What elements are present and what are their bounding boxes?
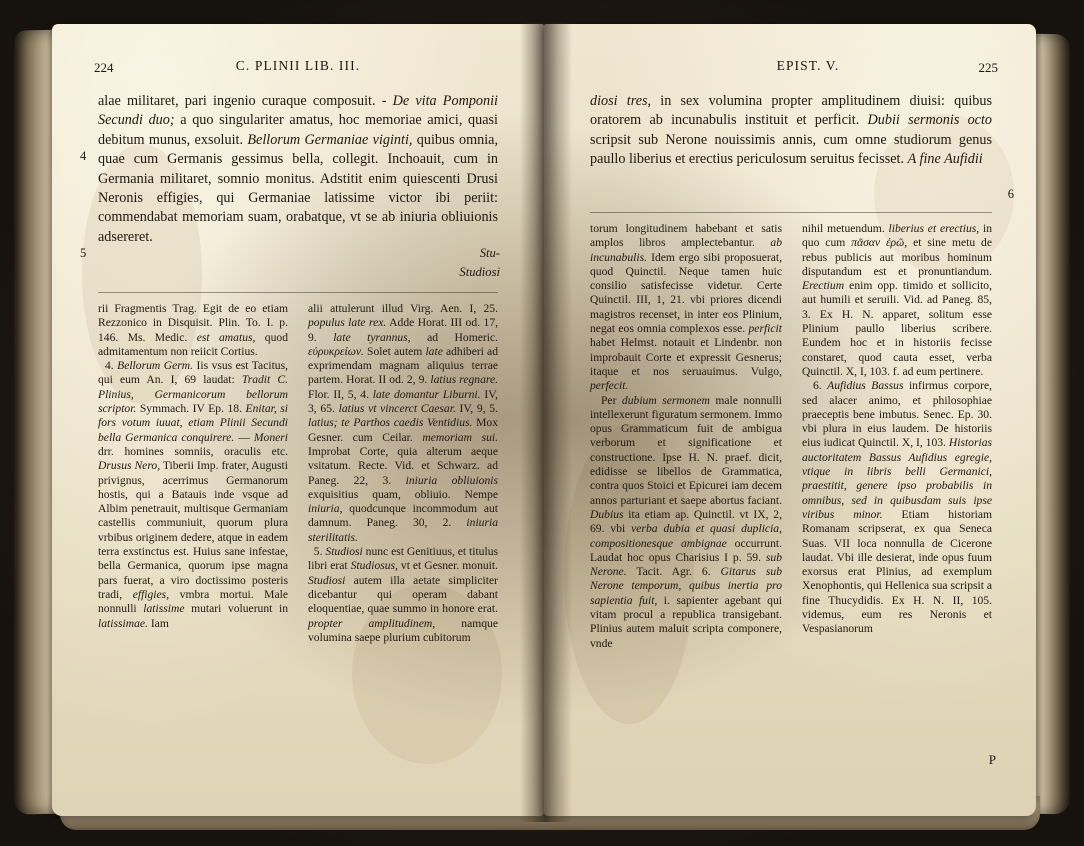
right-notes-column-1: torum longitudinem habebant et satis amplos libros amplectebantur. ab incunabulis. Idem ergo sibi proposuerat, quod Quinctil. Neque tamen huic consilio satisfecisse videtur. Certe Quinctil. III, 1, 21. vbi priores dicendi magistros recenset, in inter eos Plinium, negat eos omnia complexos esse. perficit habet Helmst. notauit et Lindenbr. non improbauit Corte et expressit Gesnerus; itaque et nos seruauimus. Vulgo, perfecit. Per dubium sermonem male nonnulli intellexerunt figuratum sermonem. Immo opus Grammaticum fuit de ambigua verborum et significatione et constructione. Ipse H. N. praef. dicit, edidisse se libellos de Grammatica, contra quos Stoici et Epicurei iam decem annos parturiant et saepe abortus faciant. Dubius ita etiam ap. Quinctil. vt IX, 2, 69. vbi verba dubia et quasi duplicia, compositionesque ambignae occurrunt. Laudat hoc opus Charisius I p. 59. sub Nerone. Tacit. Agr. 6. Gitarus sub Nerone temporum, quibus inertia pro sapientia fuit, i. sapienter agebant qui vitam procul a republica transigebant. Plinius autem maluit scripta componere, vnde (590, 222, 782, 650)
running-head-right: EPIST. V. (776, 58, 840, 73)
signature-mark: P (988, 752, 996, 767)
left-page-body (52, 24, 544, 816)
catchword-studiosi-1: Stu- (479, 246, 500, 260)
right-notes-column-2: nihil metuendum. liberius et erectius, in quo cum πᾶσαν ἐρῶ, et sine metu de rebus publicis aut moribus hominum disputandum est et pronuntiandum. Erectium enim opp. timido et sollicito, aut humili et seruili. Vid. ad Paneg. 85, 3. Ex H. N. apparet, solitum esse Plinium paullo liberius scribere. Eundem hoc et in historiis fecisse constaret, quod cauta esset, verba Quinctil. X, I, 103. f. ad eum pertinere. 6. Aufidius Bassus infirmus corpore, sed alacer animo, et philosophiae praeceptis bene imbutus. Senec. Ep. 30. vbi plura in eius laudem. De historiis eius iudicat Quinctil. X, I, 103. Historias auctoritatem Bassus Aufidius egregie, vtique in libris belli Germanici, praestitit, genere ipso probabilis in omnibus, sed in quibusdam suis ipse viribus minor. Etiam historiam Romanam scripserat, ex qua Seneca Suas. VII loca nonnulla de Cicerone laudat. Vbi ille desierat, inde opus fuum exorsus erat Plinius, ad exemplum Xenophontis, qui Hellenica sua scripsit a fine Thucydidis. Ex H. N. II, 105. videmus, eum res Neronis et Vespasianorum (802, 222, 993, 636)
marginal-note-6: 6 (1007, 187, 1014, 201)
right-page (544, 24, 1036, 816)
divider-rule-right (590, 212, 992, 213)
marginal-note-4: 4 (80, 149, 87, 163)
folio-number-left: 224 (94, 60, 114, 75)
right-main-text: diosi tres, in sex volumina propter amplitudinem diuisi: quibus oratorem ab incunabulis instituit et perficit. Dubii sermonis octo scripsit sub Nerone nouissimis annis, cum omne studiorum genus paullo liberius et erectius periculosum seruitus fecisset. A fine Aufidii (590, 93, 992, 168)
left-page (52, 24, 544, 816)
divider-rule-left (98, 292, 498, 293)
marginal-note-5: 5 (80, 246, 87, 260)
left-main-text: alae militaret, pari ingenio curaque composuit. - De vita Pomponii Secundi duo; a quo singulariter amatus, hoc memoriae amici, quasi debitum munus, exsoluit. Bellorum Germaniae viginti, quibus omnia, quae cum Germanis gessimus bella, collegit. Inchoauit, cum in Germania militaret, somnio monitus. Adstitit enim quiescenti Drusi Neronis effigies, qui Germaniae latissime victor ibi periit: commendabat memoriam suam, orabatque, vt se ab iniuria obliuionis adsereret. (98, 93, 498, 245)
left-notes-column-2: alii attulerunt illud Virg. Aen. I, 25. populus late rex. Adde Horat. III od. 17, 9. late tyrannus, ad Homeric. εὐρυκρείων. Solet autem late adhiberi ad exprimendam magnam aliquius terrae partem. Horat. II od. 2, 9. latius regnare. Flor. II, 5, 4. late domantur Liburni. IV, 3, 65. latius vt vincerct Caesar. IV, 9, 5. latius; te Parthos caedis Ventidius. Mox Gesner. cum Ceilar. memoriam sui. Improbat Corte, quia alterum aeque vsitatum. Recte. Vid. et Schwarz. ad Paneg. 22, 3. iniuria obliuionis exquisitius quam, obliuio. Nempe iniuria, quodcunque incommodum aut damnum. Paneg. 30, 2. iniuria sterilitatis. 5. Studiosi nunc est Genitiuus, et titulus libri erat Studiosus, vt et Gesner. monuit. Studiosi autem illa aetate simpliciter dicebantur qui operam dabant eloquentiae, quae summo in honore erat. propter amplitudinem, namque volumina saepe plurium cubitorum (308, 302, 499, 644)
running-head-left: C. PLINII LIB. III. (235, 58, 361, 73)
open-book (14, 8, 1070, 832)
catchword-studiosi-2: Studiosi (459, 265, 500, 279)
folio-number-right: 225 (978, 60, 998, 75)
left-notes-column-1: rii Fragmentis Trag. Egit de eo etiam Rezzonico in Disquisit. Plin. To. I. p. 146. Ms. Medic. est amatus, quod admitamentum non reiicit Cortius. 4. Bellorum Germ. Iis vsus est Tacitus, qui eum An. I, 69 laudat: Tradit C. Plinius, Germanicorum bellorum scriptor. Symmach. IV Ep. 18. Enitar, si fors votum iuuat, etiam Plinii Secundi bella Germanica conquirere. — Moneri drr. homines somniis, oraculis etc. Drusus Nero, Tiberii Imp. frater, Augusti privignus, acerrimus Germanorum hostis, qui a Batauis inde vsque ad Albim penetrauit, multisque Germaniam castellis communiuit, quorum plura vrbibus originem dedere, atque in eadem terra exstinctus est. Huius sane infestae, bella Germanica, quorum ipse magna pars fuerat, a viro doctissimo posteris tradi, effigies, vmbra mortui. Male nonnulli latissime mutari voluerunt in latissimae. Iam (98, 302, 289, 630)
right-page-body (544, 24, 1036, 816)
